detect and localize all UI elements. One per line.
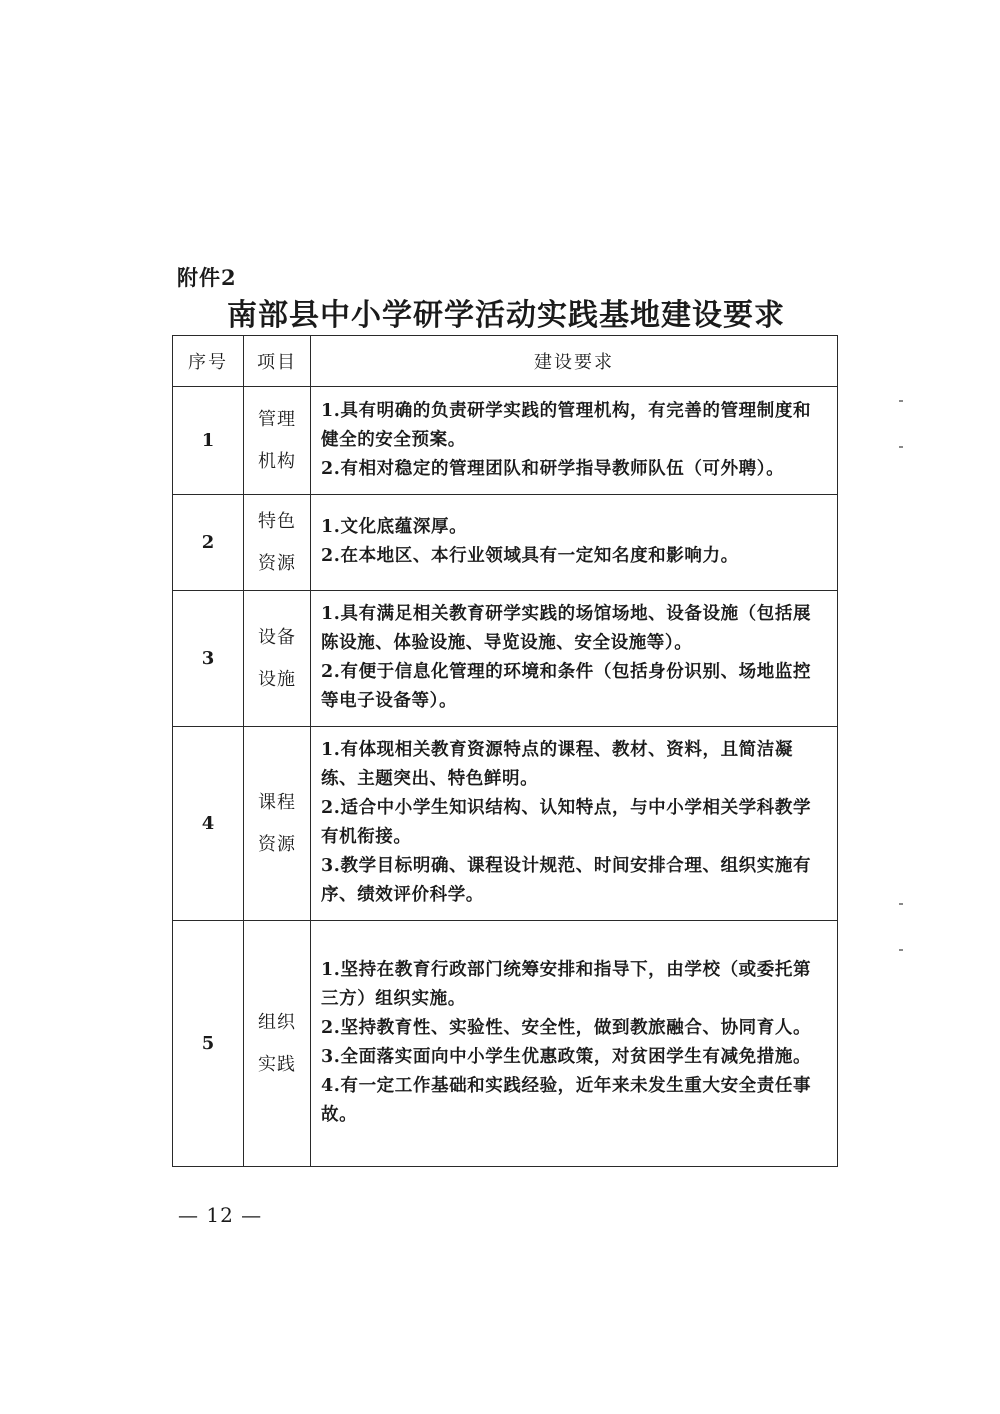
requirement-item: 1.文化底蕴深厚。 (321, 517, 468, 537)
row-item-line: 资源 (258, 552, 296, 574)
requirement-item: 1.有体现相关教育资源特点的课程、教材、资料，且简洁凝练、主题突出、特色鲜明。 (321, 740, 793, 789)
requirement-item: 2.在本地区、本行业领域具有一定知名度和影响力。 (321, 546, 739, 566)
table-row (173, 921, 838, 1167)
requirement-item: 3.全面落实面向中小学生优惠政策，对贫困学生有减免措施。 (321, 1047, 812, 1067)
requirement-item: 2.坚持教育性、实验性、安全性，做到教旅融合、协同育人。 (321, 1018, 812, 1038)
header-requirements: 建设要求 (311, 336, 838, 387)
requirement-item: 4.有一定工作基础和实践经验，近年来未发生重大安全责任事故。 (321, 1076, 812, 1125)
row-seq: 2 (173, 495, 244, 591)
table-row (173, 591, 838, 727)
attachment-label: 附件2 (177, 265, 237, 290)
row-seq: 3 (173, 591, 244, 727)
scan-speck (899, 400, 903, 402)
table-row (173, 727, 838, 921)
header-item: 项目 (244, 336, 311, 387)
requirement-item: 2.有相对稳定的管理团队和研学指导教师队伍（可外聘）。 (321, 458, 785, 479)
row-item-line: 设施 (258, 668, 296, 690)
row-requirements (311, 921, 838, 1167)
scan-speck (899, 949, 903, 951)
scan-speck (899, 446, 903, 448)
row-item-line: 设备 (258, 626, 296, 648)
row-item (244, 591, 311, 727)
requirement-item: 1.具有满足相关教育研学实践的场馆场地、设备设施（包括展陈设施、体验设施、导览设施、安全设施等）。 (321, 604, 812, 653)
table-row (173, 387, 838, 495)
row-seq: 1 (173, 387, 244, 495)
requirements-table (172, 335, 838, 1167)
row-item (244, 921, 311, 1167)
row-requirements (311, 495, 838, 591)
row-item-line: 资源 (258, 833, 296, 855)
row-requirements (311, 387, 838, 495)
header-seq: 序号 (173, 336, 244, 387)
row-requirements (311, 727, 838, 921)
row-item (244, 387, 311, 495)
row-seq: 4 (173, 727, 244, 921)
row-item-line: 特色 (258, 510, 296, 532)
row-item (244, 727, 311, 921)
page-number: — 12 — (178, 1203, 263, 1227)
row-item (244, 495, 311, 591)
table-row (173, 495, 838, 591)
requirement-item: 1.具有明确的负责研学实践的管理机构，有完善的管理制度和健全的安全预案。 (321, 400, 812, 450)
table-header-row (173, 336, 838, 387)
row-item-line: 组织 (258, 1011, 296, 1033)
row-seq: 5 (173, 921, 244, 1167)
requirement-item: 2.有便于信息化管理的环境和条件（包括身份识别、场地监控等电子设备等）。 (321, 662, 812, 711)
row-item-line: 课程 (258, 791, 296, 813)
requirement-item: 1.坚持在教育行政部门统筹安排和指导下，由学校（或委托第三方）组织实施。 (321, 960, 812, 1009)
row-requirements (311, 591, 838, 727)
requirement-item: 3.教学目标明确、课程设计规范、时间安排合理、组织实施有序、绩效评价科学。 (321, 856, 812, 905)
row-item-line: 管理 (258, 408, 296, 430)
requirement-item: 2.适合中小学生知识结构、认知特点，与中小学相关学科教学有机衔接。 (321, 798, 812, 847)
row-item-line: 实践 (258, 1053, 296, 1075)
document-title: 南部县中小学研学活动实践基地建设要求 (227, 298, 785, 333)
scan-speck (899, 903, 903, 905)
row-item-line: 机构 (258, 450, 296, 472)
